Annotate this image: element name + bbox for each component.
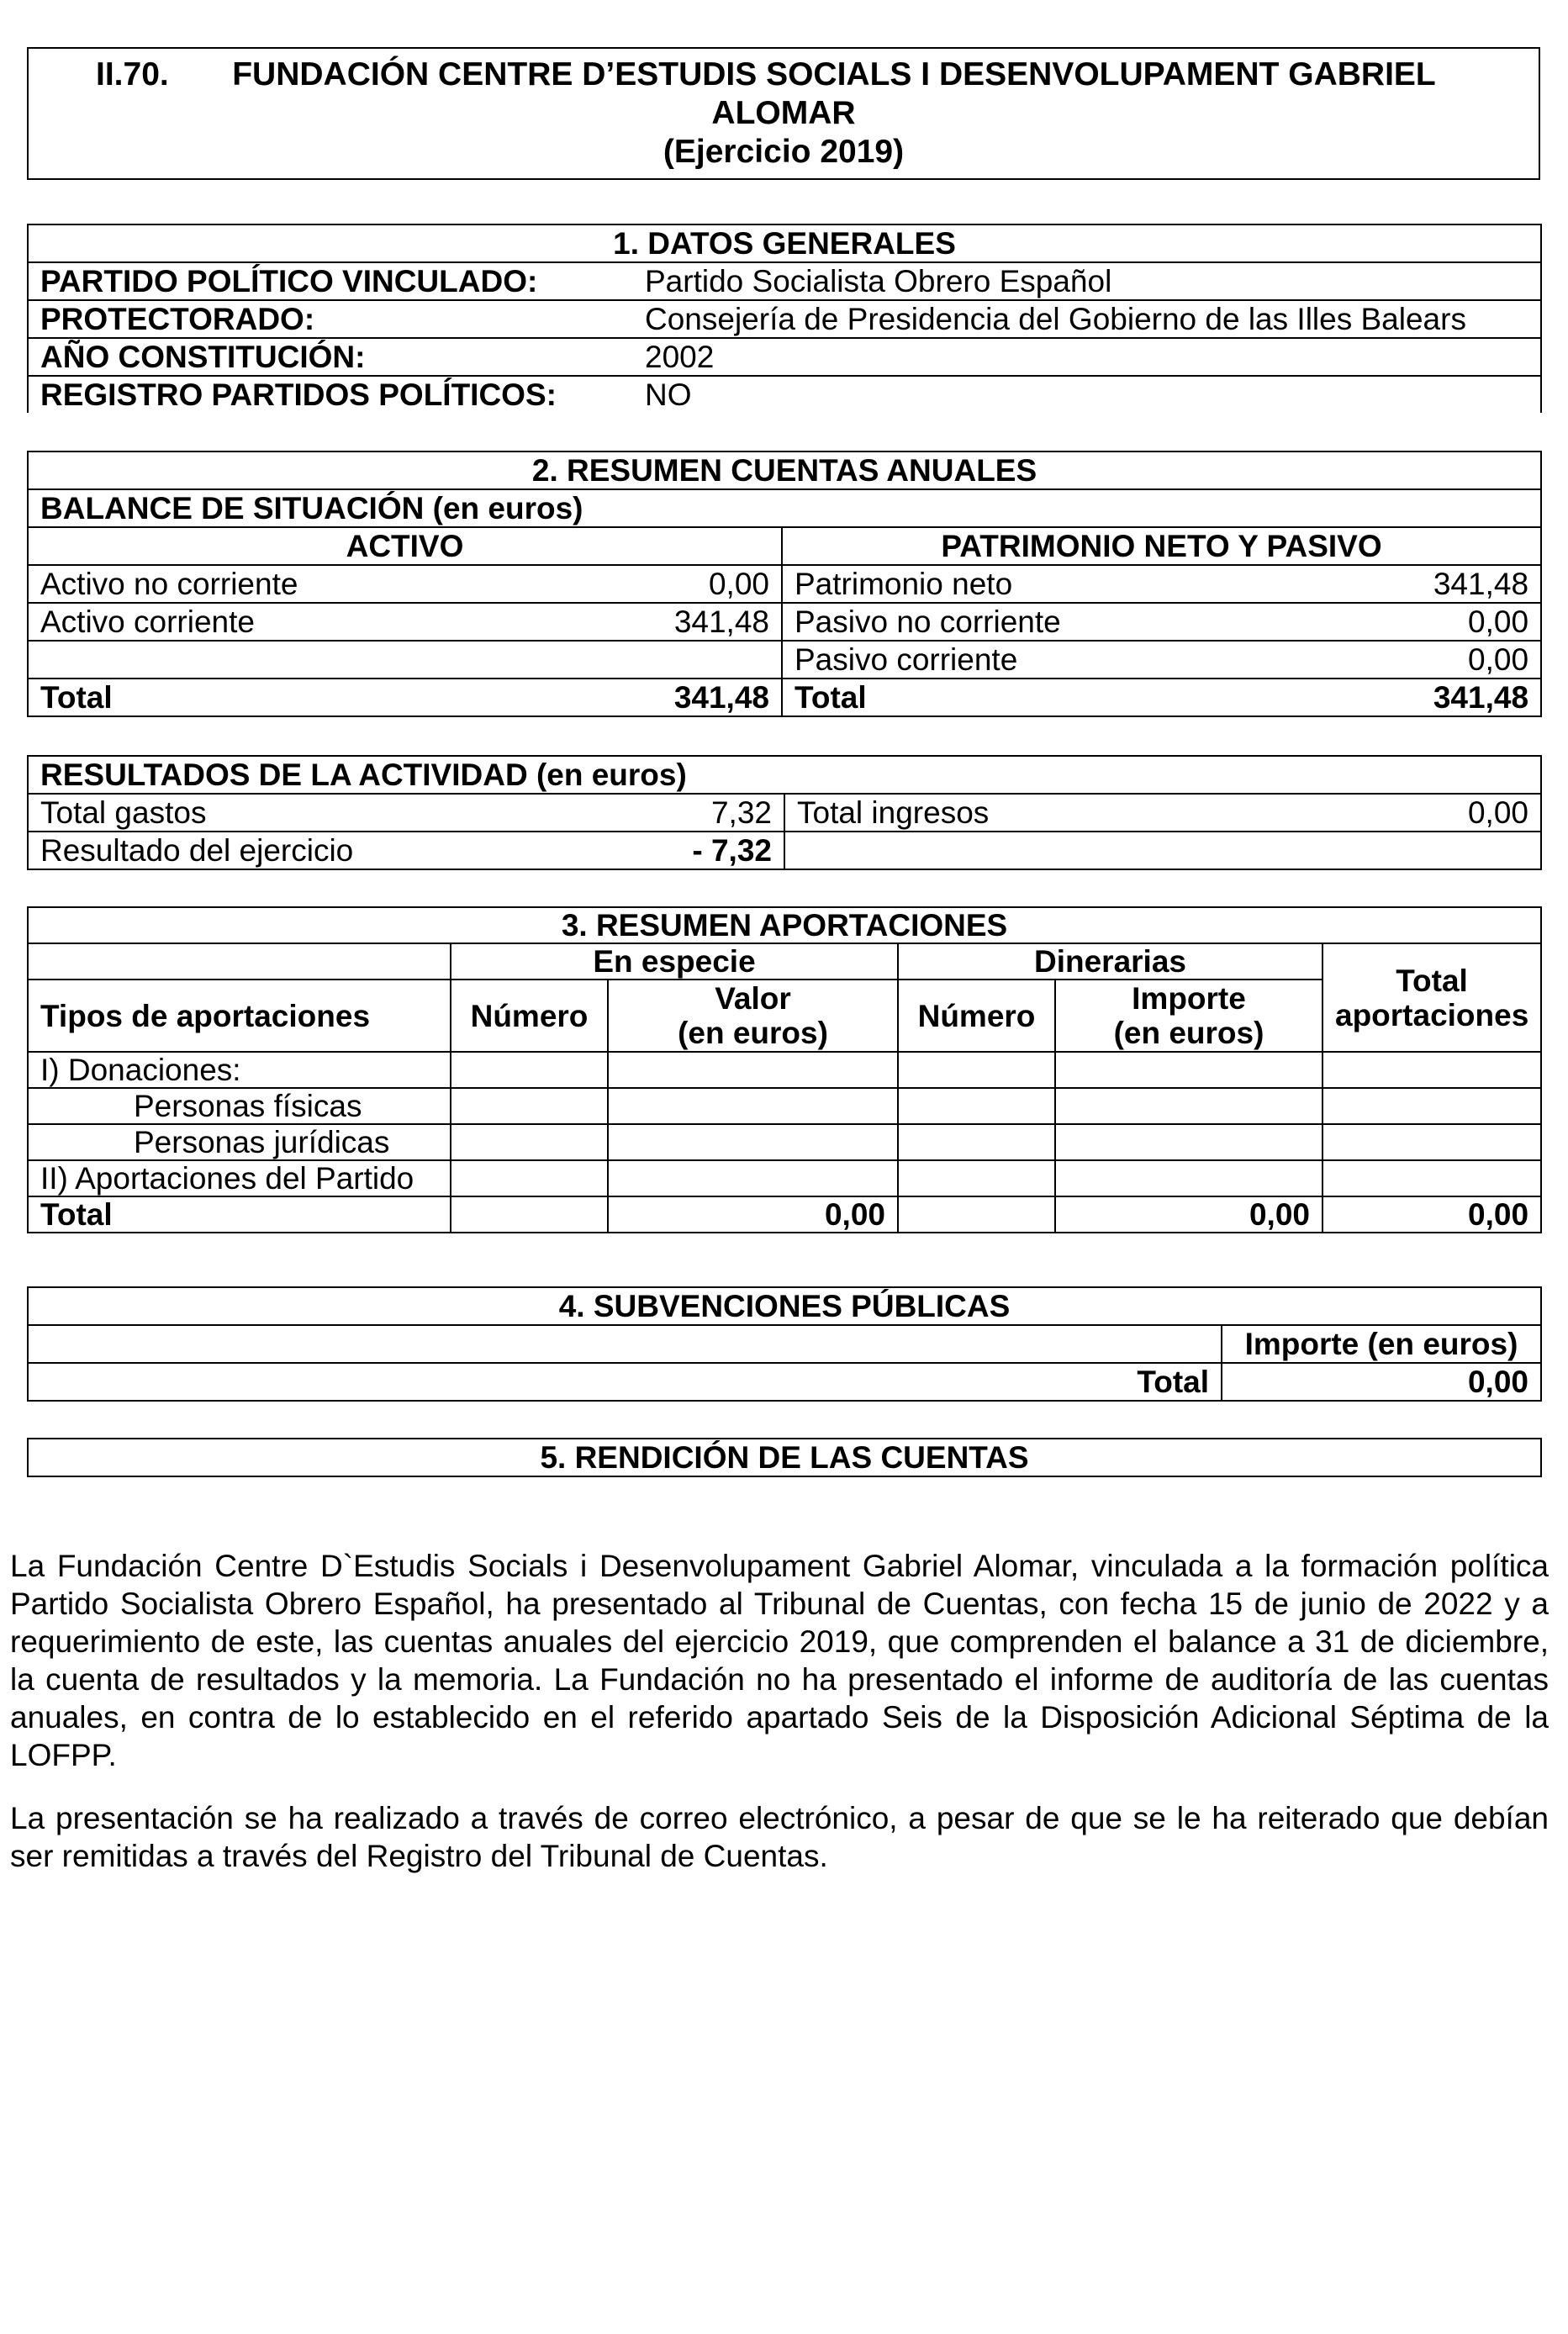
title-line-1: FUNDACIÓN CENTRE D’ESTUDIS SOCIALS I DESENVOLUPAMENT GABRIEL — [232, 56, 1436, 92]
valor-header-line-1: Valor — [715, 981, 791, 1016]
row-label: II) Aportaciones del Partido — [28, 1160, 451, 1196]
table-row — [28, 338, 1541, 376]
empty-cell — [608, 1088, 898, 1124]
empty-cell — [898, 1052, 1055, 1088]
activo-value: 341,48 — [515, 603, 782, 641]
numero-header: Número — [451, 980, 608, 1052]
pasivo-total-value: 341,48 — [1289, 679, 1541, 716]
table-row — [28, 262, 1541, 300]
datos-generales-table — [27, 224, 1542, 413]
en-especie-header: En especie — [451, 943, 898, 980]
numero-dinerarias-header: Número — [898, 980, 1055, 1052]
empty-cell — [1323, 1160, 1541, 1196]
table-row — [28, 794, 1541, 832]
pasivo-label: Pasivo no corriente — [782, 603, 1289, 641]
pasivo-value: 341,48 — [1289, 565, 1541, 603]
pasivo-value: 0,00 — [1289, 603, 1541, 641]
total-value: 0,00 — [1222, 1363, 1541, 1401]
row-label: PROTECTORADO: — [28, 300, 633, 338]
empty-cell — [1055, 1052, 1323, 1088]
empty-cell — [608, 1052, 898, 1088]
total-valor: 0,00 — [608, 1196, 898, 1233]
resultados-title: RESULTADOS DE LA ACTIVIDAD (en euros) — [28, 756, 1541, 794]
total-aportaciones-header — [1323, 943, 1541, 1052]
empty-cell — [28, 943, 451, 980]
subvenciones-heading: 4. SUBVENCIONES PÚBLICAS — [28, 1287, 1541, 1325]
empty-cell — [451, 1124, 608, 1160]
resultados-table — [27, 755, 1542, 870]
empty-cell — [608, 1124, 898, 1160]
row-label: Personas físicas — [28, 1088, 451, 1124]
empty-cell — [451, 1160, 608, 1196]
subvenciones-table — [27, 1286, 1542, 1402]
row-value: Consejería de Presidencia del Gobierno de las Illes Balears — [633, 300, 1541, 338]
row-value: 2002 — [633, 338, 1541, 376]
title-line-2: ALOMAR — [711, 95, 856, 131]
datos-generales-heading: 1. DATOS GENERALES — [28, 224, 1541, 262]
pasivo-label: Pasivo corriente — [782, 641, 1289, 679]
activo-label: Activo corriente — [28, 603, 515, 641]
activo-header: ACTIVO — [28, 527, 782, 565]
table-row — [28, 641, 1541, 679]
empty-cell — [1055, 1124, 1323, 1160]
empty-cell — [451, 1052, 608, 1088]
activo-value — [515, 641, 782, 679]
row-value: Partido Socialista Obrero Español — [633, 262, 1541, 300]
valor-header — [608, 980, 898, 1052]
empty-cell — [608, 1160, 898, 1196]
activo-total-value: 341,48 — [515, 679, 782, 716]
empty-cell — [28, 1325, 1222, 1363]
row-label: REGISTRO PARTIDOS POLÍTICOS: — [28, 376, 633, 413]
total-header-line-1: Total — [1396, 963, 1468, 998]
empty-cell — [784, 832, 1541, 869]
activo-value: 0,00 — [515, 565, 782, 603]
row-label: AÑO CONSTITUCIÓN: — [28, 338, 633, 376]
document-title-box — [27, 47, 1540, 180]
row-label: PARTIDO POLÍTICO VINCULADO: — [28, 262, 633, 300]
table-row — [28, 376, 1541, 413]
rendicion-paragraph-1: La Fundación Centre D`Estudis Socials i Desenvolupament Gabriel Alomar, vinculada a la formación política Partido Socialista Obrero Español, ha presentado al Tribunal de Cuentas, con fecha 15 de junio de 2022 y a requerimiento de este, las cuentas anuales del ejercicio 2019, que comprenden el balance a 31 de diciembre, la cuenta de resultados y la memoria. La Fundación no ha presentado el informe de auditoría de las cuentas anuales, en contra de lo establecido en el referido apartado Seis de la Disposición Adicional Séptima de la LOFPP. — [10, 1549, 1549, 1772]
activo-label — [28, 641, 515, 679]
empty-cell — [451, 1196, 608, 1233]
resultado-label: Resultado del ejercicio — [28, 832, 515, 869]
empty-cell — [451, 1088, 608, 1124]
table-row — [28, 603, 1541, 641]
total-importe: 0,00 — [1055, 1196, 1323, 1233]
table-row — [28, 1052, 1541, 1088]
title-line-3: (Ejercicio 2019) — [663, 134, 905, 170]
dinerarias-header: Dinerarias — [898, 943, 1323, 980]
rendicion-table — [27, 1438, 1542, 1477]
rendicion-paragraph-2: La presentación se ha realizado a través de correo electrónico, a pesar de que se le ha reiterado que debían ser remitidas a través del Registro del Tribunal de Cuentas. — [10, 1801, 1549, 1873]
aportaciones-table — [27, 906, 1542, 1233]
importe-header-line-1: Importe — [1132, 981, 1246, 1016]
table-row-total — [28, 679, 1541, 716]
activo-label: Activo no corriente — [28, 565, 515, 603]
row-label: I) Donaciones: — [28, 1052, 451, 1088]
resumen-cuentas-heading: 2. RESUMEN CUENTAS ANUALES — [28, 451, 1541, 489]
total-header-line-2: aportaciones — [1335, 997, 1529, 1032]
importe-header-line-2: (en euros) — [1113, 1016, 1264, 1050]
table-row — [28, 300, 1541, 338]
empty-cell — [1055, 1088, 1323, 1124]
activo-total-label: Total — [28, 679, 515, 716]
table-row — [28, 1160, 1541, 1196]
total-label: Total — [28, 1196, 451, 1233]
balance-title: BALANCE DE SITUACIÓN (en euros) — [28, 489, 1541, 527]
table-row — [28, 1088, 1541, 1124]
total-aportaciones: 0,00 — [1323, 1196, 1541, 1233]
importe-header: Importe (en euros) — [1222, 1325, 1541, 1363]
total-label: Total — [28, 1363, 1222, 1401]
tipos-header: Tipos de aportaciones — [28, 980, 451, 1052]
table-row — [28, 1124, 1541, 1160]
table-row — [28, 832, 1541, 869]
gastos-value: 7,32 — [515, 794, 784, 832]
pasivo-header: PATRIMONIO NETO Y PASIVO — [782, 527, 1541, 565]
empty-cell — [898, 1088, 1055, 1124]
pasivo-label: Patrimonio neto — [782, 565, 1289, 603]
table-row-total — [28, 1363, 1541, 1401]
empty-cell — [1323, 1088, 1541, 1124]
resumen-cuentas-table — [27, 451, 1542, 717]
pasivo-total-label: Total — [782, 679, 1289, 716]
gastos-label: Total gastos — [28, 794, 515, 832]
importe-header — [1055, 980, 1323, 1052]
empty-cell — [898, 1196, 1055, 1233]
empty-cell — [898, 1160, 1055, 1196]
empty-cell — [1055, 1160, 1323, 1196]
table-row-total — [28, 1196, 1541, 1233]
aportaciones-heading: 3. RESUMEN APORTACIONES — [28, 907, 1541, 943]
valor-header-line-2: (en euros) — [678, 1016, 828, 1050]
empty-cell — [1323, 1124, 1541, 1160]
ingresos-value: 0,00 — [1289, 794, 1541, 832]
resultado-value: - 7,32 — [515, 832, 784, 869]
empty-cell — [1323, 1052, 1541, 1088]
row-label: Personas jurídicas — [28, 1124, 451, 1160]
pasivo-value: 0,00 — [1289, 641, 1541, 679]
table-row — [28, 565, 1541, 603]
rendicion-heading: 5. RENDICIÓN DE LAS CUENTAS — [28, 1439, 1541, 1476]
section-code: II.70. — [96, 56, 169, 92]
empty-cell — [898, 1124, 1055, 1160]
ingresos-label: Total ingresos — [784, 794, 1289, 832]
row-value: NO — [633, 376, 1541, 413]
